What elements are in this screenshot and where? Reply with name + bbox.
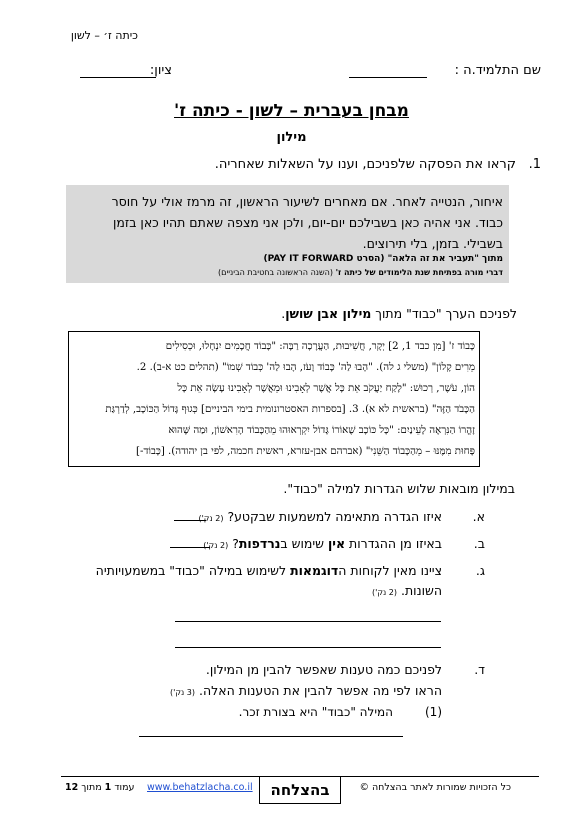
qd-item-number: (1) <box>424 705 442 719</box>
quote-source-note-bold: דברי מורה בפתיחת שנת הלימודים של כיתה ז' <box>335 268 503 277</box>
qg-line1-pre: ציינו מאין לקוחות ה <box>338 563 442 578</box>
qd-item-text: המילה "כבוד" היא בצורת זכר. <box>238 705 393 719</box>
dict-line: כָּבוֹד ז' [מִן כבד 1, 2] יְקָר, חֲשִׁיבוּת, הַעֲרָכָה רַבָּה: "כָּבוֹד חֲכָמִים יִנְחָלוּ, וּכְסִילִים <box>165 341 475 352</box>
dict-line: מֵרִים קָלוֹן" (משלי ג לה). "הָבוּ לַה' כָּבוֹד וָעֹז, הָבוּ לַה' כְּבוֹד שְׁמוֹ" (תהלים כט א-ב). 2. <box>136 362 475 373</box>
logo-text: בהצלחה <box>270 781 330 799</box>
quote-source-prefix: מתוך <box>478 254 503 264</box>
qa-text <box>198 509 442 524</box>
quote-line: איחור, הנטייה לאחר. אם מאחרים לשיעור הראשון, זה מרמז אולי על חוסר <box>111 194 503 209</box>
qd-line1: לפניכם כמה טענות שאפשר להבין מן המילון. <box>205 662 442 677</box>
page-subtitle: מילון <box>276 130 307 145</box>
footer-copyright: כל הזכויות שמורות לאתר בהצלחה © <box>359 782 511 793</box>
page-of: מתוך <box>78 782 105 793</box>
page-total: 12 <box>65 782 79 793</box>
qd-points: (3 נק') <box>170 688 196 697</box>
dict-intro <box>281 306 517 321</box>
qa-answer-field[interactable] <box>174 520 206 521</box>
qd-line2-text: הראו לפי מה אפשר להבין את הטענות האלה. <box>199 683 442 698</box>
quote-source <box>263 254 503 264</box>
dict-intro-bold: מילון אבן שושן <box>285 306 372 321</box>
quote-source-note-small: (השנה הראשונה בחטיבת הביניים) <box>218 268 336 277</box>
qg-answer-line-1[interactable] <box>175 621 441 622</box>
quote-source-note <box>218 268 503 277</box>
dict-line: פָּחוּת מִמֶּנּוּ – מֵהַכָּבוֹד הַשֵּׁנִי" (אברהם אבן-עזרא, ראשית חכמה, לפי בן יהודה). [כָּבוֹד-] <box>136 446 475 457</box>
dict-intro-text: לפניכם הערך "כבוד" מתוך <box>371 306 517 321</box>
dict-line: הַכָּבֹד הַזֶּה" (בראשית לא א). 3. [בספרות האסטרונומית בימי הביניים] כְּגוּף גָּדוֹל הַכּוֹכָב, לְדַרְגַּת <box>105 404 475 415</box>
definitions-intro: במילון מובאות שלוש הגדרות למילה "כבוד". <box>283 481 515 496</box>
student-name-label: שם התלמיד.ה : <box>454 63 541 78</box>
behatzlacha-logo <box>259 776 341 804</box>
qa-letter: א. <box>472 509 485 524</box>
qd-line2 <box>170 683 442 698</box>
qg-line2-text: השונות. <box>400 583 442 598</box>
page-title: מבחן בעברית – לשון - כיתה ז' <box>174 101 409 121</box>
grade-field[interactable] <box>80 77 156 78</box>
qa-text-main: איזו הגדרה מתאימה למשמעות שבקטע? <box>227 509 442 524</box>
student-name-field[interactable] <box>349 77 427 78</box>
dict-line: הוֹן, עֹשֶׁר, רְכוּשׁ: "לָקַח יַעֲקֹב אֵת כָּל אֲשֶׁר לְאָבִינוּ וּמֵאֲשֶׁר לְאָבִינוּ עָשָׂה אֵת כָּל <box>177 383 475 394</box>
qb-text-mid: שימוש ב <box>280 536 328 551</box>
qa-points: (2 נק') <box>198 514 224 523</box>
qb-points: (2 נק') <box>203 541 229 550</box>
qg-line1-bold: דוגמאות <box>290 563 339 578</box>
quote-source-title: "תעביר את זה הלאה" (הסרט PAY IT FORWARD) <box>263 254 479 264</box>
qb-text-end: ? <box>232 536 239 551</box>
quote-line: בשבילי. בזמן, בלי תירוצים. <box>362 236 503 251</box>
qg-letter: ג. <box>475 563 485 578</box>
quote-box <box>66 185 509 283</box>
dict-line: זָהֳרוֹ הַנִּרְאֶה לָעֵינַיִם: "כָּל כּוֹכָב שֶׁאוֹרוֹ גָּדוֹל יִקְרְאוּהוּ מֵהַכָּבוֹד הָרִאשׁוֹן, וּמַה שֶּׁהוּא <box>168 425 475 436</box>
qg-line1 <box>96 563 442 578</box>
footer-page-number <box>65 782 135 793</box>
q1-number: 1. <box>528 157 541 172</box>
qb-text-bold2: נרדפות <box>238 536 281 551</box>
qg-line1-end: לשימוש במילה "כבוד" במשמעויותיה <box>95 563 291 578</box>
qb-text-bold1: אין <box>328 536 346 551</box>
page-num: 1 <box>104 782 112 793</box>
qb-answer-field[interactable] <box>170 547 210 548</box>
dict-intro-end: . <box>281 306 286 321</box>
qg-points: (2 נק') <box>372 588 397 597</box>
q1-text: קראו את הפסקה שלפניכם, וענו על השאלות שאחריה. <box>214 157 516 172</box>
qb-text-pre: באיזו מן ההגדרות <box>345 536 442 551</box>
footer-url-link[interactable]: www.behatzlacha.co.il <box>147 782 253 793</box>
grade-label: ציון: <box>149 63 172 78</box>
qg-line2 <box>372 583 442 598</box>
header-class-subject: כיתה ז׳ – לשון <box>70 29 138 42</box>
qd-answer-line[interactable] <box>139 736 403 737</box>
page-word: עמוד <box>111 782 135 793</box>
quote-line: כבוד. אני אהיה כאן בשבילכם יום-יום, ולכן אני מצפה שאתם תהיו כאן בזמן <box>112 215 503 230</box>
qb-letter: ב. <box>473 536 485 551</box>
dictionary-entry-box <box>68 331 480 467</box>
qd-letter: ד. <box>474 662 485 677</box>
qg-answer-line-2[interactable] <box>175 647 441 648</box>
qb-text <box>203 536 442 551</box>
